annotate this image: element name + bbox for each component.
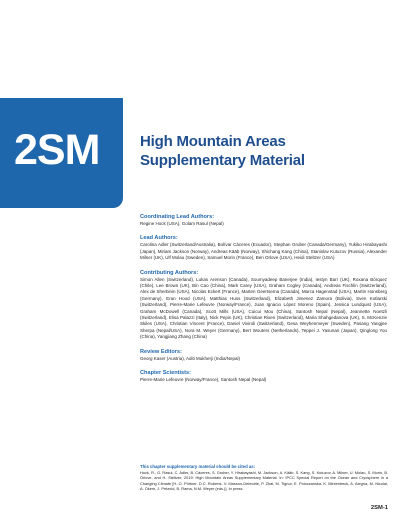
citation-text: Hock, R., G. Rasul, C. Adler, B. Cáceres, S. Gruber, Y. Hirabayashi, M. Jackson, A. Kääb, S. Kang, S. Kutuzov, A. Milner, U. Molau, S. Morin, B. Orlove, and H. Steltzer, 2019: High Mountain Areas Supplementary Material. In: IPCC Special Report on the Ocean and Cryosphere in a Changing Climate [H.-O. Pörtner, D.C. Roberts, V. Masson-Delmotte, P. Zhai, M. Tignor, E. Poloczanska, K. Mintenbeck, A. Alegría, M. Nicolai, A. Okem, J. Petzold, B. Rama, N.M. Weyer (eds.)]. In press. [140, 470, 388, 491]
chapter-number: 2SM [14, 126, 100, 174]
section-body: Regine Hock (USA), Golam Rasul (Nepal) [140, 221, 224, 226]
citation-heading: This chapter supplementary material should be cited as: [140, 464, 256, 469]
author-list [140, 214, 387, 392]
lead-authors-section [140, 235, 387, 261]
citation-block [140, 464, 388, 491]
chapter-scientists-section [140, 370, 387, 383]
review-editors-section [140, 349, 387, 362]
chapter-title-line-2: Supplementary Material [140, 152, 305, 169]
page-number: 2SM-1 [370, 505, 388, 511]
section-body: Simon Allen (Switzerland), Lukas Arenson (Canada), Soumyadeep Banerjee (India), Iestyn Barr (UK), Roxana Bórquez (Chile), Lee Brown (UK), Bin Cao (China), Mark Carey (USA), Graham Cogley (Canada), Andreas Fischlin (Switzerland), Alex de Sherbinin (USA), Nicolas Eckert (France), Marten Geertsema (Canada), Marca Hagenstad (USA), Martin Honsberg (Germany), Eran Hood (USA), Matthias Huss (Switzerland), Elizabeth Jimenez Zamora (Bolivia), Sven Kotlarski (Switzerland), Pierre-Marie Lefeuvre (Norway/France), Juan Ignacio López Moreno (Spain), Jessica Lundquist (USA), Graham McDowell (Canada), Scott Mills (USA), Cuicui Mou (China), Santosh Nepal (Nepal), Jeannette Noetzli (Switzerland), Elisa Palazzi (Italy), Nick Pepin (UK), Christian Rixen (Switzerland), Maria Shahgedanova (UK), S. McKenzie Skiles (USA), Christian Vincent (France), Daniel Viviroli (Switzerland), Gesa Weyhenmeyer (Sweden), Pasang Yangjee Sherpa (Nepal/USA), Nora M. Weyer (Germany), Bert Wouters (Netherlands), Teppei J. Yasunari (Japan), Qinglong You (China), Yangjiang Zhang (China) [140, 276, 387, 340]
chapter-title [140, 132, 390, 170]
section-body: Pierre-Marie Lefeuvre (Norway/France), Santosh Nepal (Nepal) [140, 377, 267, 383]
section-heading: Coordinating Lead Authors: [140, 214, 215, 220]
section-heading: Chapter Scientists: [140, 370, 191, 377]
contributing-authors-section [140, 270, 387, 341]
section-heading: Lead Authors: [140, 235, 178, 242]
section-body: Carolina Adler (Switzerland/Australia), Bolívar Cáceres (Ecuador), Stephan Gruber (Canada/Germany), Yukiko Hirabayashi (Japan), Miriam Jackson (Norway), Andreas Kääb (Norway), Shichang Kang (China), Stanislav Kutuzov (Russia), Alexander Milner (UK), Ulf Molau (Sweden), Samuel Morin (France), Ben Orlove (USA), Heidi Steltzer (USA) [140, 242, 387, 261]
section-heading: Contributing Authors: [140, 269, 199, 276]
coordinating-lead-authors-section [140, 214, 387, 227]
section-body: Georg Kaser (Austria), Aditi Mukherji (India/Nepal) [140, 355, 241, 361]
section-heading: Review Editors: [140, 348, 182, 355]
chapter-title-line-1: High Mountain Areas [140, 133, 286, 150]
